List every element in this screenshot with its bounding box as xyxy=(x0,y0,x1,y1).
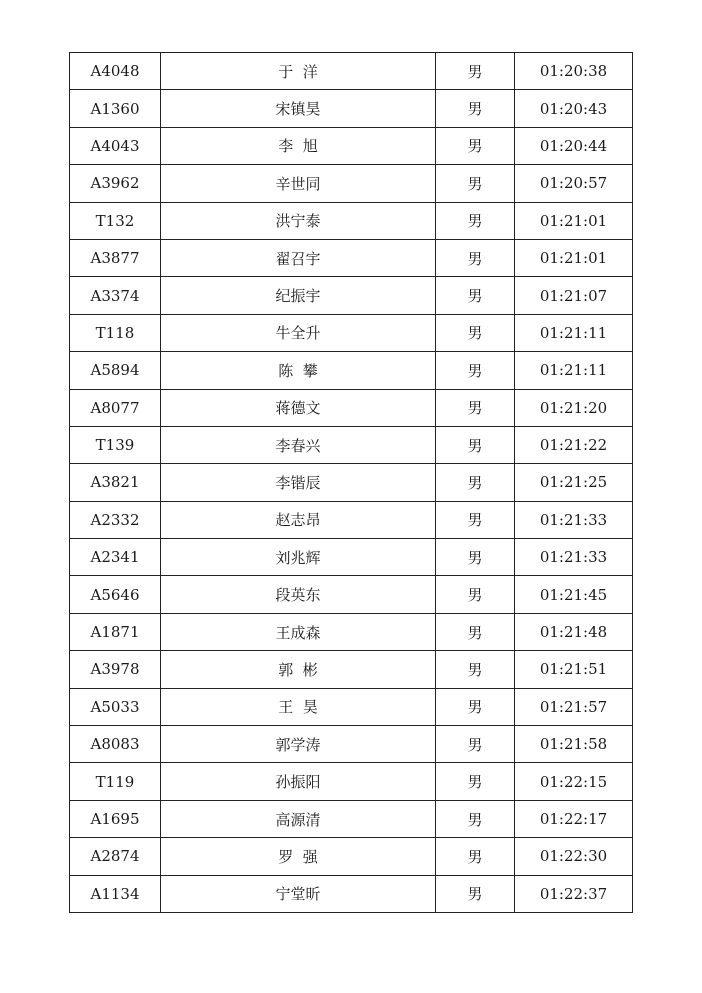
table-row xyxy=(70,464,633,501)
runner-name-cell: 辛世同 xyxy=(161,165,436,202)
gender-cell: 男 xyxy=(436,688,515,725)
runner-name-cell: 洪宁泰 xyxy=(161,202,436,239)
gender-cell: 男 xyxy=(436,800,515,837)
bib-number-cell: A1134 xyxy=(70,875,161,912)
runner-name-cell: 牛全升 xyxy=(161,314,436,351)
table-row xyxy=(70,726,633,763)
runner-name-cell: 王成森 xyxy=(161,613,436,650)
table-row xyxy=(70,239,633,276)
table-row xyxy=(70,314,633,351)
gender-cell: 男 xyxy=(436,464,515,501)
bib-number-cell: A2874 xyxy=(70,838,161,875)
bib-number-cell: T119 xyxy=(70,763,161,800)
bib-number-cell: T132 xyxy=(70,202,161,239)
bib-number-cell: A5033 xyxy=(70,688,161,725)
runner-name-cell: 郭 彬 xyxy=(161,651,436,688)
gender-cell: 男 xyxy=(436,165,515,202)
finish-time-cell: 01:21:07 xyxy=(515,277,633,314)
finish-time-cell: 01:21:57 xyxy=(515,688,633,725)
gender-cell: 男 xyxy=(436,613,515,650)
finish-time-cell: 01:21:22 xyxy=(515,426,633,463)
runner-name-cell: 于 洋 xyxy=(161,53,436,90)
table-row xyxy=(70,352,633,389)
table-row xyxy=(70,53,633,90)
bib-number-cell: A1695 xyxy=(70,800,161,837)
table-row xyxy=(70,165,633,202)
bib-number-cell: A8083 xyxy=(70,726,161,763)
finish-time-cell: 01:21:20 xyxy=(515,389,633,426)
finish-time-cell: 01:21:51 xyxy=(515,651,633,688)
table-row xyxy=(70,651,633,688)
gender-cell: 男 xyxy=(436,53,515,90)
runner-name-cell: 李春兴 xyxy=(161,426,436,463)
bib-number-cell: T139 xyxy=(70,426,161,463)
gender-cell: 男 xyxy=(436,838,515,875)
runner-name-cell: 纪振宇 xyxy=(161,277,436,314)
gender-cell: 男 xyxy=(436,875,515,912)
gender-cell: 男 xyxy=(436,576,515,613)
finish-time-cell: 01:21:11 xyxy=(515,352,633,389)
results-table xyxy=(69,52,633,913)
bib-number-cell: A4043 xyxy=(70,127,161,164)
runner-name-cell: 罗 强 xyxy=(161,838,436,875)
runner-name-cell: 陈 攀 xyxy=(161,352,436,389)
table-row xyxy=(70,875,633,912)
table-row xyxy=(70,800,633,837)
table-row xyxy=(70,613,633,650)
table-row xyxy=(70,90,633,127)
runner-name-cell: 宁堂昕 xyxy=(161,875,436,912)
table-row xyxy=(70,501,633,538)
runner-name-cell: 宋镇昊 xyxy=(161,90,436,127)
runner-name-cell: 段英东 xyxy=(161,576,436,613)
bib-number-cell: A3877 xyxy=(70,239,161,276)
table-row xyxy=(70,838,633,875)
finish-time-cell: 01:20:57 xyxy=(515,165,633,202)
bib-number-cell: A5894 xyxy=(70,352,161,389)
table-row xyxy=(70,202,633,239)
gender-cell: 男 xyxy=(436,352,515,389)
gender-cell: 男 xyxy=(436,314,515,351)
bib-number-cell: A3978 xyxy=(70,651,161,688)
finish-time-cell: 01:22:15 xyxy=(515,763,633,800)
runner-name-cell: 刘兆辉 xyxy=(161,539,436,576)
finish-time-cell: 01:21:48 xyxy=(515,613,633,650)
bib-number-cell: A1871 xyxy=(70,613,161,650)
table-row xyxy=(70,389,633,426)
gender-cell: 男 xyxy=(436,202,515,239)
finish-time-cell: 01:21:58 xyxy=(515,726,633,763)
gender-cell: 男 xyxy=(436,651,515,688)
finish-time-cell: 01:21:01 xyxy=(515,239,633,276)
table-row xyxy=(70,127,633,164)
bib-number-cell: A1360 xyxy=(70,90,161,127)
finish-time-cell: 01:21:33 xyxy=(515,539,633,576)
bib-number-cell: A8077 xyxy=(70,389,161,426)
finish-time-cell: 01:21:45 xyxy=(515,576,633,613)
runner-name-cell: 高源清 xyxy=(161,800,436,837)
bib-number-cell: A5646 xyxy=(70,576,161,613)
runner-name-cell: 李锴辰 xyxy=(161,464,436,501)
table-row xyxy=(70,576,633,613)
table-row xyxy=(70,688,633,725)
gender-cell: 男 xyxy=(436,239,515,276)
finish-time-cell: 01:20:38 xyxy=(515,53,633,90)
bib-number-cell: A3962 xyxy=(70,165,161,202)
gender-cell: 男 xyxy=(436,763,515,800)
runner-name-cell: 蒋德文 xyxy=(161,389,436,426)
finish-time-cell: 01:22:17 xyxy=(515,800,633,837)
finish-time-cell: 01:22:30 xyxy=(515,838,633,875)
finish-time-cell: 01:21:11 xyxy=(515,314,633,351)
bib-number-cell: A4048 xyxy=(70,53,161,90)
finish-time-cell: 01:21:25 xyxy=(515,464,633,501)
gender-cell: 男 xyxy=(436,127,515,164)
gender-cell: 男 xyxy=(436,539,515,576)
finish-time-cell: 01:20:44 xyxy=(515,127,633,164)
bib-number-cell: A3374 xyxy=(70,277,161,314)
gender-cell: 男 xyxy=(436,501,515,538)
gender-cell: 男 xyxy=(436,426,515,463)
runner-name-cell: 王 昊 xyxy=(161,688,436,725)
table-row xyxy=(70,763,633,800)
runner-name-cell: 赵志昂 xyxy=(161,501,436,538)
finish-time-cell: 01:22:37 xyxy=(515,875,633,912)
table-row xyxy=(70,539,633,576)
gender-cell: 男 xyxy=(436,726,515,763)
runner-name-cell: 翟召宇 xyxy=(161,239,436,276)
runner-name-cell: 郭学涛 xyxy=(161,726,436,763)
bib-number-cell: A3821 xyxy=(70,464,161,501)
results-table-body xyxy=(70,53,633,913)
finish-time-cell: 01:20:43 xyxy=(515,90,633,127)
gender-cell: 男 xyxy=(436,90,515,127)
runner-name-cell: 李 旭 xyxy=(161,127,436,164)
gender-cell: 男 xyxy=(436,277,515,314)
gender-cell: 男 xyxy=(436,389,515,426)
finish-time-cell: 01:21:33 xyxy=(515,501,633,538)
bib-number-cell: T118 xyxy=(70,314,161,351)
bib-number-cell: A2332 xyxy=(70,501,161,538)
table-row xyxy=(70,426,633,463)
finish-time-cell: 01:21:01 xyxy=(515,202,633,239)
table-row xyxy=(70,277,633,314)
bib-number-cell: A2341 xyxy=(70,539,161,576)
runner-name-cell: 孙振阳 xyxy=(161,763,436,800)
